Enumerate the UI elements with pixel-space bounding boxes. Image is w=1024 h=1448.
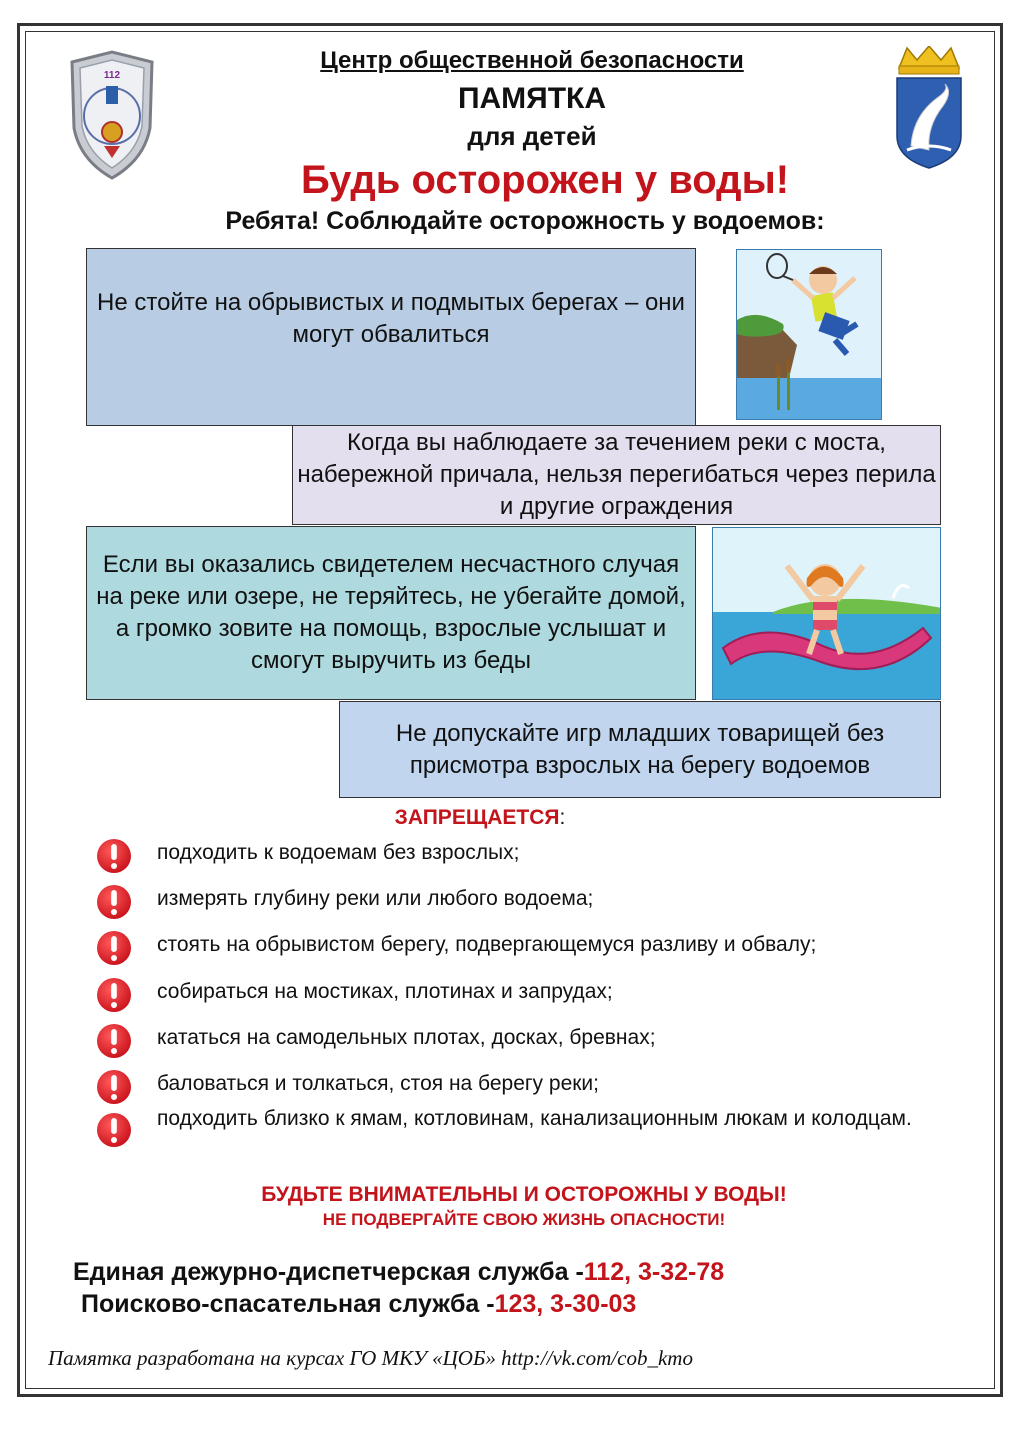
warning-line-2: НЕ ПОДВЕРГАЙТЕ СВОЮ ЖИЗНЬ ОПАСНОСТИ! [322,1210,726,1229]
phone-label: Единая дежурно-диспетчерская служба - [73,1258,584,1286]
emblem-number: 112 [103,70,121,81]
warning-line-1: БУДЬТЕ ВНИМАТЕЛЬНЫ И ОСТОРОЖНЫ У ВОДЫ! [261,1183,787,1206]
forbidden-item: кататься на самодельных плотах, досках, бревнах; [157,1026,656,1049]
forbidden-item: баловаться и толкаться, стоя на берегу реки; [157,1072,599,1095]
exclamation-icon [96,1112,132,1148]
exclamation-icon [96,884,132,920]
phone-label: Поисково-спасательная служба - [81,1290,495,1318]
phone-line-dispatch [73,1258,724,1287]
forbidden-item: измерять глубину реки или любого водоема; [157,887,594,910]
falling-boy-illustration [736,249,882,420]
footer-note: Памятка разработана на курсах ГО МКУ «ЦОБ» http://vk.com/cob_kmo [48,1346,693,1370]
tip-box-bridge [292,425,941,525]
forbidden-item: подходить к водоемам без взрослых; [157,841,520,864]
exclamation-icon [96,930,132,966]
exclamation-icon [96,1023,132,1059]
tip-box-supervision [339,701,941,798]
exclamation-icon [96,977,132,1013]
memo-title: ПАМЯТКА [457,82,607,115]
exclamation-icon [96,1069,132,1105]
tip-text: Если вы оказались свидетелем несчастного случая на реке или озере, не теряйтесь, не убегайте домой, а громко зовите на помощь, взрослые услышат и смогут выручить из беды [96,551,686,674]
forbidden-item: стоять на обрывистом берегу, подвергающемуся разливу и обвалу; [157,933,817,956]
page-subtitle: Ребята! Соблюдайте осторожность у водоемов: [225,207,825,235]
page-title: Будь осторожен у воды! [300,158,790,202]
girl-on-mattress-illustration [712,527,941,700]
forbidden-title-text: ЗАПРЕЩАЕТСЯ [394,806,560,829]
forbidden-item: подходить близко к ямам, котловинам, канализационным люкам и колодцам. [157,1107,912,1130]
tip-text: Когда вы наблюдаете за течением реки с моста, набережной причала, нельзя перегибаться через перила и другие ограждения [297,429,936,520]
tip-text: Не стойте на обрывистых и подмытых берегах – они могут обвалиться [97,289,685,348]
phone-number: 123, 3-30-03 [494,1290,637,1318]
forbidden-item: собираться на мостиках, плотинах и запрудах; [157,980,613,1003]
org-name: Центр общественной безопасности [320,47,744,74]
phone-line-rescue [81,1290,636,1319]
audience-label: для детей [467,121,597,151]
tip-box-cliff [86,248,696,426]
tip-box-accident [86,526,696,700]
tip-text: Не допускайте игр младших товарищей без присмотра взрослых на берегу водоемов [395,719,885,779]
forbidden-title: ЗАПРЕЩАЕТСЯ: [394,806,566,829]
phone-number: 112, 3-32-78 [583,1258,725,1286]
exclamation-icon [96,838,132,874]
